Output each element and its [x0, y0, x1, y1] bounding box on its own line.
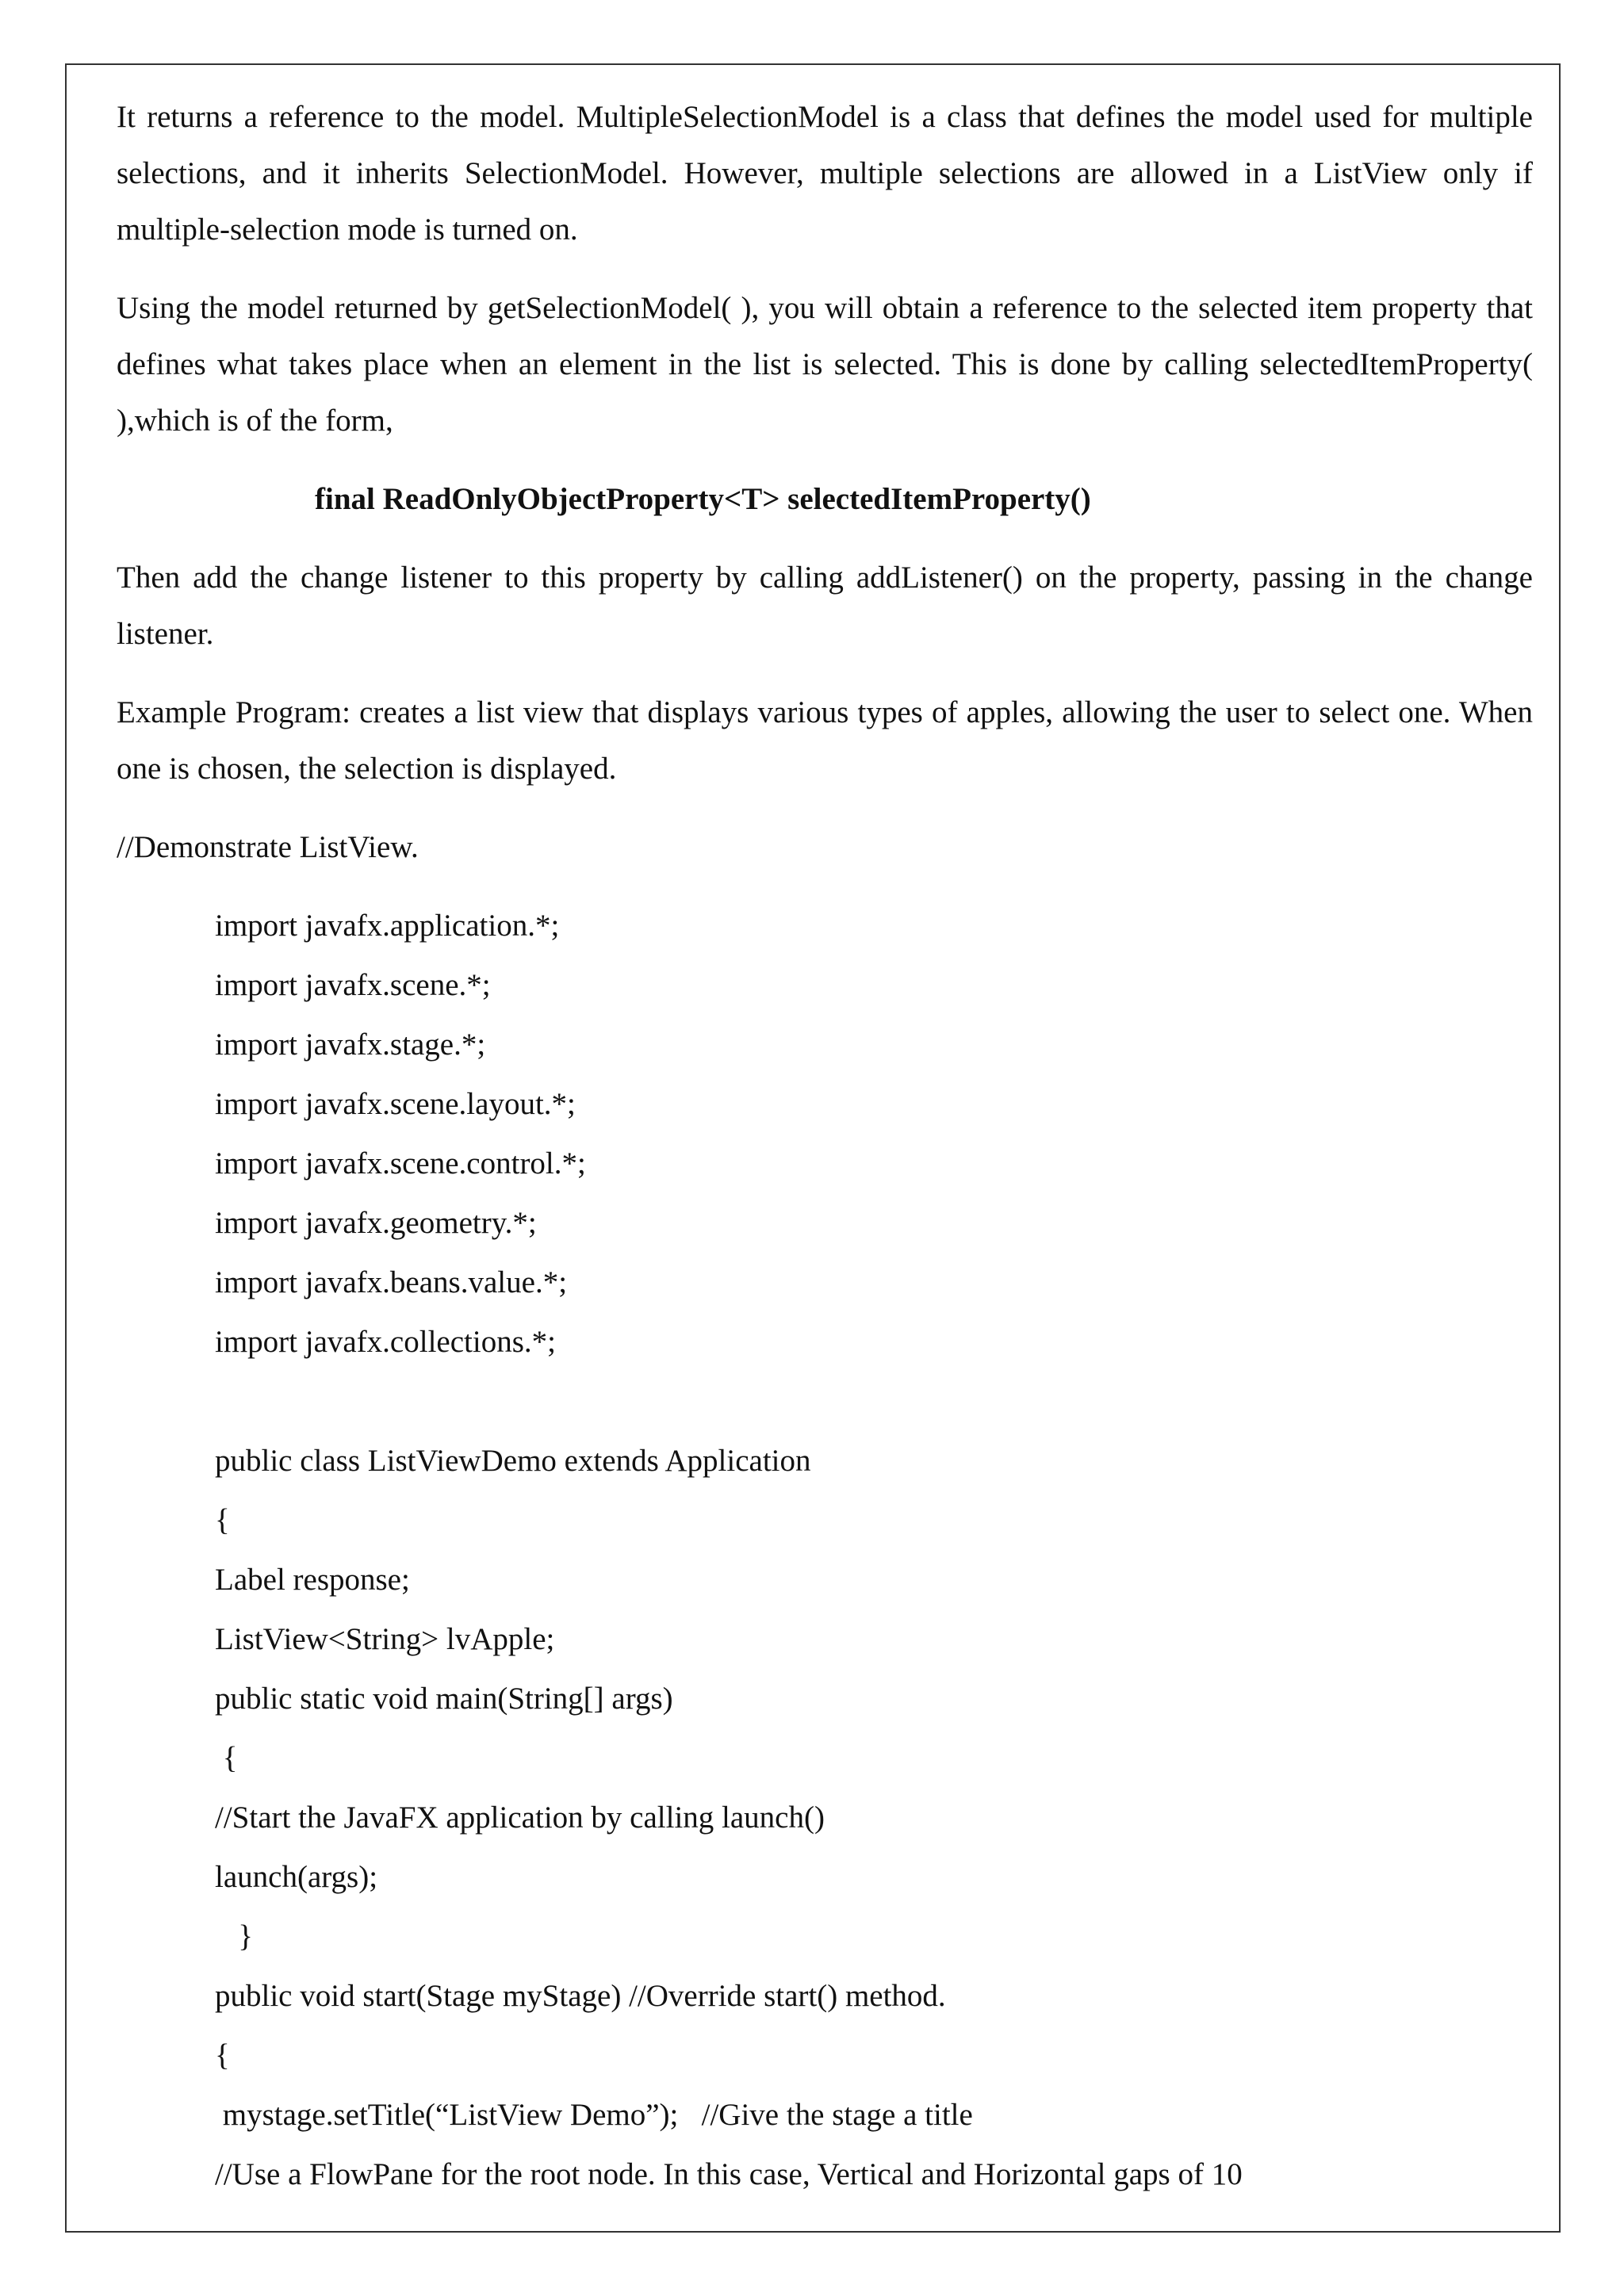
code-line: { [215, 1741, 238, 1775]
paragraph-example-program: Example Program: creates a list view that displays various types of apples, allowing the user to select one. When one is chosen, the selection is displayed. [117, 695, 1533, 786]
code-line: import javafx.stage.*; [215, 1027, 486, 1062]
code-line: ListView<String> lvApple; [215, 1622, 555, 1656]
code-line: //Use a FlowPane for the root node. In this case, Vertical and Horizontal gaps of 10 [215, 2157, 1243, 2191]
paragraph-selection-model: It returns a reference to the model. MultipleSelectionModel is a class that defines the model used for multiple selections, and it inherits SelectionModel. However, multiple selections are allowed in a ListView only if multiple-selection mode is turned on. [117, 100, 1533, 247]
code-line: import javafx.application.*; [215, 909, 560, 943]
code-line: public void start(Stage myStage) //Override start() method. [215, 1979, 946, 2013]
code-line: //Start the JavaFX application by calling launch() [215, 1800, 825, 1835]
method-signature: final ReadOnlyObjectProperty<T> selectedItemProperty() [315, 482, 1091, 516]
document-body [117, 89, 1533, 2204]
code-line: import javafx.scene.control.*; [215, 1146, 586, 1181]
code-line: } [215, 1919, 253, 1954]
code-line: { [215, 1503, 230, 1537]
paragraph-add-listener: Then add the change listener to this property by calling addListener() on the property, passing in the change listener. [117, 561, 1533, 651]
code-heading-comment: //Demonstrate ListView. [117, 830, 419, 864]
code-line: import javafx.geometry.*; [215, 1206, 537, 1240]
paragraph-selected-item-property: Using the model returned by getSelectionModel( ), you will obtain a reference to the selected item property that defines what takes place when an element in the list is selected. This is done by calling selectedItemProperty( ),which is of the form, [117, 291, 1533, 438]
code-line: import javafx.scene.layout.*; [215, 1087, 576, 1121]
code-line: launch(args); [215, 1860, 378, 1894]
code-block [117, 896, 1533, 2204]
code-line: import javafx.scene.*; [215, 968, 491, 1002]
code-line: mystage.setTitle(“ListView Demo”); //Give the stage a title [215, 2098, 973, 2132]
code-line [215, 1372, 1533, 1431]
code-line: { [215, 2038, 230, 2072]
code-line: import javafx.collections.*; [215, 1325, 556, 1359]
code-line: public static void main(String[] args) [215, 1682, 673, 1716]
code-line: import javafx.beans.value.*; [215, 1265, 568, 1299]
code-line: public class ListViewDemo extends Application [215, 1444, 811, 1478]
code-line: Label response; [215, 1563, 410, 1597]
